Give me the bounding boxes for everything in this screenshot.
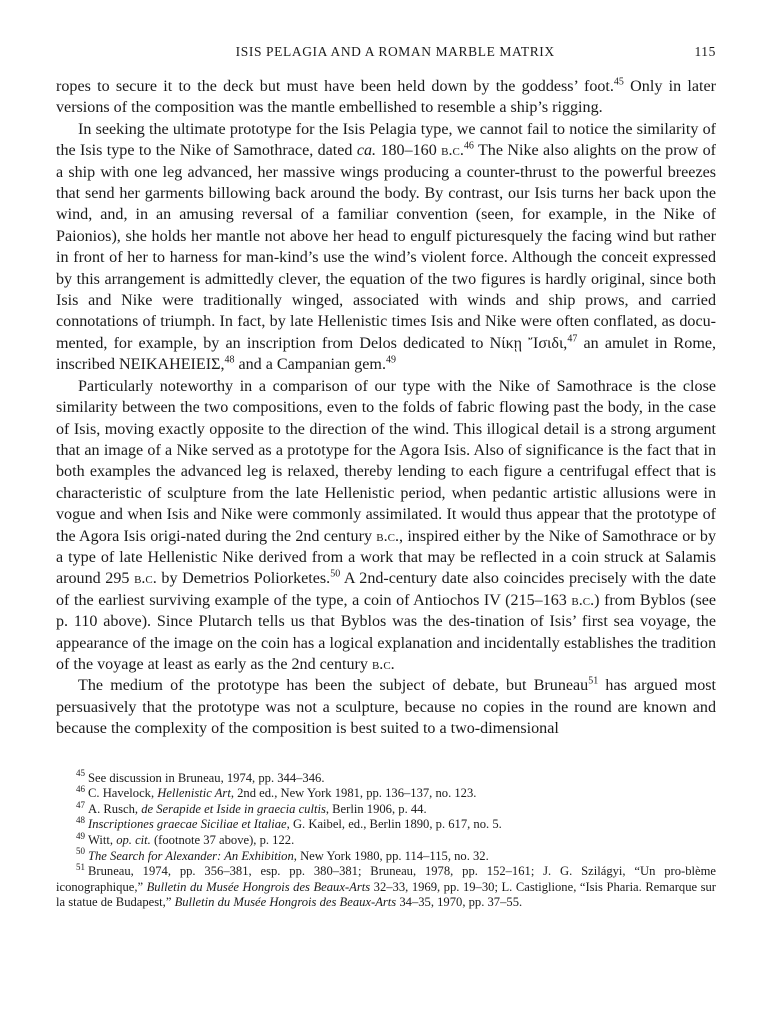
footnote-italic: The Search for Alexander: An Exhibition xyxy=(88,848,294,863)
small-caps-run: b.c. xyxy=(441,142,464,160)
footnote-text: See discussion in Bruneau, 1974, pp. 344–346. xyxy=(88,770,325,785)
paragraph-1 xyxy=(56,76,716,119)
footnote-number: 46 xyxy=(76,784,85,794)
footnote-italic: Hellenistic Art xyxy=(157,786,231,801)
footnote-text: , Berlin 1906, p. 44. xyxy=(325,801,427,816)
footnote-51 xyxy=(56,861,716,911)
small-caps-run: b.c. xyxy=(134,570,157,588)
footnote-49 xyxy=(56,830,716,849)
text-run: The Nike also alights on the prow of a ship with one leg advanced, her massive wings producing a counter-thrust to the powerful breezes that send her garments billowing back around the body. By contrast, our Isis turns her back upon the wind, and, in an amusing reversal of a familiar convention (seen, for example, in the Nike of Paionios), she holds her mantle not above her head to engulf picturesquely the facing wind but rather in front of her to harness for man-kind’s use the wind’s violent force. Although the conceit expressed by this arrangement is admittedly clever, the equation of the two figures is hardly original, since both Isis and Nike were traditionally winged, associated with winds and ship prows, and carried connotations of triumph. In fact, by late Hellenistic times Isis and Nike were often conflated, as docu-mented, for example, by an inscription from Delos dedicated to Νίκῃ Ἴσιδι, xyxy=(56,142,717,352)
footnote-ref-51: 51 xyxy=(588,676,599,688)
footnote-italic: Bulletin du Musée Hongrois des Beaux-Arts xyxy=(174,895,397,910)
small-caps-run: b.c. xyxy=(371,655,395,673)
footnote-text: Witt, xyxy=(88,832,117,847)
footnote-text: , G. Kaibel, ed., Berlin 1890, p. 617, no. 5. xyxy=(286,817,502,832)
footnote-47 xyxy=(56,799,716,818)
paragraph-3 xyxy=(56,376,716,676)
footnote-48 xyxy=(56,817,716,833)
small-caps-run: b.c. xyxy=(571,591,595,609)
text-run: Only in later versions of the composition was the mantle embellished to resemble a ship’s rigging. xyxy=(56,78,716,117)
footnote-text: C. Havelock, xyxy=(88,786,158,801)
text-run: The medium of the prototype has been the subject of debate, but Bruneau xyxy=(78,677,589,695)
body-text xyxy=(56,76,716,740)
footnote-text: A. Rusch, xyxy=(88,801,142,816)
page xyxy=(56,44,716,911)
footnote-text: 32–33, 1969, pp. 19–30; L. Castiglione, “Isis Pharia. Remarque sur la statue de Budapest,” xyxy=(56,879,716,910)
footnote-number: 48 xyxy=(76,815,85,826)
footnote-ref-46: 46 xyxy=(463,140,474,152)
footnote-text: 34–35, 1970, pp. 37–55. xyxy=(396,895,523,910)
footnote-ref-48: 48 xyxy=(224,354,235,366)
text-run: an amulet in Rome, inscribed NEIKAHEIEIΣ, xyxy=(56,334,716,374)
footnote-ref-50: 50 xyxy=(330,568,341,580)
text-run: by Demetrios Poliorketes. xyxy=(156,570,331,588)
italic-run: ca. xyxy=(356,142,377,160)
paragraph-4 xyxy=(56,675,716,739)
footnote-italic: Bulletin du Musée Hongrois des Beaux-Arts xyxy=(146,879,371,894)
footnote-46 xyxy=(56,786,716,802)
text-run: Particularly noteworthy in a comparison of our type with the Nike of Samothrace is the close similarity between the two compositions, even to the folds of fabric flowing past the body, in the case of Isis, moving exactly opposite to the direction of the wind. This illogical detail is a strong argument that an image of a Nike served as a prototype for the Agora Isis. Also of significance is the fact that in both examples the advanced leg is relaxed, thereby lending to each figure a centrifugal effect that is characteristic of sculpture from the late Hellenistic period, when pedantic artistic allusions were in vogue and when Isis and Nike were commonly assimilated. It would thus appear that the prototype of the Agora Isis origi-nated during the 2nd century xyxy=(56,377,716,545)
running-header xyxy=(56,44,716,64)
footnote-45 xyxy=(56,768,716,787)
text-run: , inspired either by the Nike of Samothrace or by a type of late Hellenistic Nike derived from a work that may be reflected in a coin struck at Salamis around 295 xyxy=(56,527,716,588)
text-run: ) from Byblos (see p. 110 above). Since Plutarch tells us that Byblos was the des-tination of Isis’ first sea voyage, the appearance of the image on the coin has a logical explanation and incidentally establishes the tradition of the voyage at least as early as the 2nd century xyxy=(56,591,717,673)
footnote-italic: Inscriptiones graecae Siciliae et Italiae xyxy=(88,817,287,832)
paragraph-2 xyxy=(56,119,716,376)
footnote-number: 49 xyxy=(76,830,85,841)
text-run: has argued most persuasively that the prototype was not a sculpture, because no copies in the round are known and because the complexity of the composition is best suited to a two-dimensional xyxy=(56,677,716,738)
footnote-italic: de Serapide et Iside in graecia cultis xyxy=(141,801,326,816)
text-run: 180–160 xyxy=(376,142,442,160)
footnote-text: , New York 1980, pp. 114–115, no. 32. xyxy=(293,848,489,863)
footnote-ref-47: 47 xyxy=(567,333,578,345)
footnote-text: (footnote 37 above), p. 122. xyxy=(150,832,295,847)
running-title: ISIS PELAGIA AND A ROMAN MARBLE MATRIX xyxy=(235,44,555,59)
footnote-ref-49: 49 xyxy=(385,354,396,366)
text-run: ropes to secure it to the deck but must have been held down by the goddess’ foot. xyxy=(56,78,614,95)
text-run: In seeking the ultimate prototype for the Isis Pelagia type, we cannot fail to notice the similarity of the Isis type to the Nike of Samothrace, dated xyxy=(56,120,716,160)
footnote-text: , 2nd ed., New York 1981, pp. 136–137, no. 123. xyxy=(230,786,477,801)
footnote-number: 50 xyxy=(76,846,85,857)
footnote-ref-45: 45 xyxy=(613,76,624,88)
footnotes xyxy=(56,768,716,911)
footnote-text: Bruneau, 1974, pp. 356–381, esp. pp. 380–381; Bruneau, 1978, pp. 152–161; J. G. Szilágyi, “Un pro-blème iconographique,” xyxy=(56,864,716,894)
footnote-number: 51 xyxy=(76,861,85,872)
footnote-number: 47 xyxy=(76,799,85,810)
small-caps-run: b.c. xyxy=(376,527,400,545)
page-number: 115 xyxy=(694,44,716,59)
text-run: and a Campanian gem. xyxy=(234,356,386,374)
text-run: A 2nd-century date also coincides precisely with the date of the earliest surviving example of the type, a coin of Antiochos IV (215–163 xyxy=(56,570,716,609)
footnote-50 xyxy=(56,846,716,865)
footnote-number: 45 xyxy=(76,768,85,779)
footnote-italic: op. cit. xyxy=(116,832,151,847)
